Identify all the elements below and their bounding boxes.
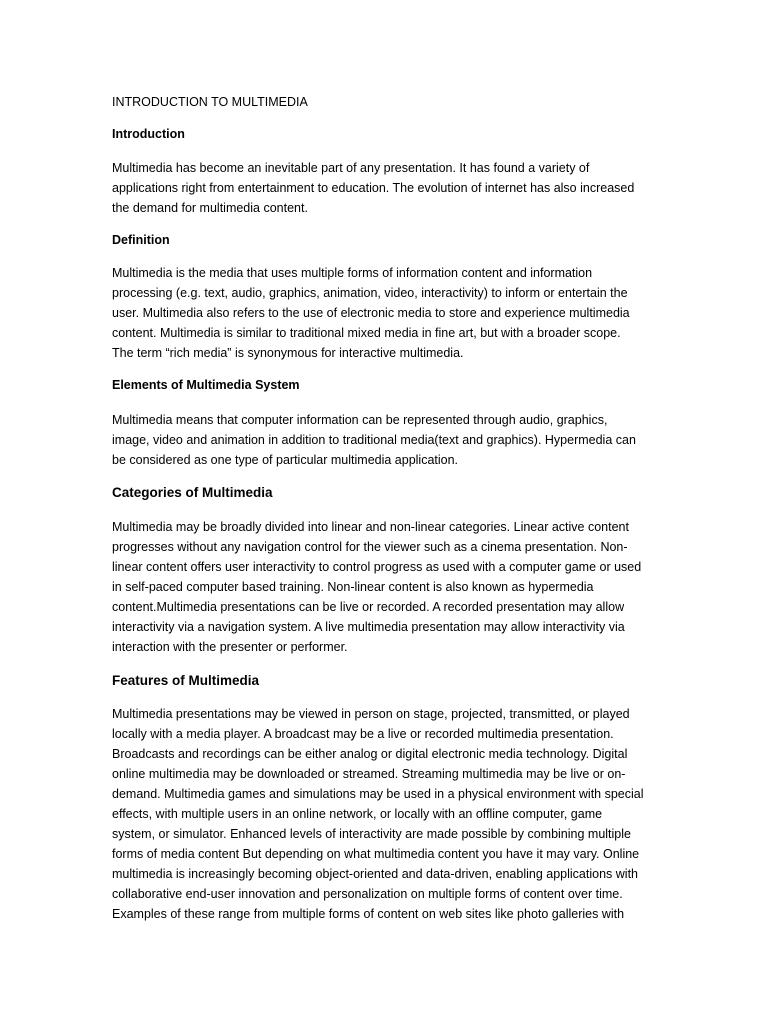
paragraph-introduction — [112, 158, 657, 218]
text-line: Multimedia means that computer information can be represented through audio, graphics, — [112, 413, 608, 427]
text-line: locally with a media player. A broadcast may be a live or recorded multimedia presentation. — [112, 727, 614, 741]
text-line: multimedia is increasingly becoming object-oriented and data-driven, enabling applications with — [112, 867, 638, 881]
text-line: effects, with multiple users in an online network, or locally with an offline computer, game — [112, 807, 603, 821]
text-line: applications right from entertainment to education. The evolution of internet has also increased — [112, 181, 635, 195]
section-heading-elements: Elements of Multimedia System — [112, 378, 300, 392]
section-heading-introduction: Introduction — [112, 127, 185, 141]
document-title: INTRODUCTION TO MULTIMEDIA — [112, 95, 308, 109]
text-line: Multimedia is the media that uses multiple forms of information content and information — [112, 266, 593, 280]
text-line: Examples of these range from multiple forms of content on web sites like photo galleries with — [112, 907, 625, 921]
text-line: content. Multimedia is similar to traditional mixed media in fine art, but with a broader scope. — [112, 326, 621, 340]
paragraph-elements — [112, 410, 657, 470]
text-line: Multimedia may be broadly divided into linear and non-linear categories. Linear active content — [112, 520, 629, 534]
text-line: demand. Multimedia games and simulations may be used in a physical environment with special — [112, 787, 644, 801]
text-line: user. Multimedia also refers to the use of electronic media to store and experience multimedia — [112, 306, 630, 320]
paragraph-features — [112, 704, 657, 924]
text-line: online multimedia may be downloaded or streamed. Streaming multimedia may be live or on- — [112, 767, 626, 781]
text-line: Broadcasts and recordings can be either analog or digital electronic media technology. Digital — [112, 747, 628, 761]
section-heading-features: Features of Multimedia — [112, 673, 260, 688]
section-heading-definition: Definition — [112, 233, 170, 247]
text-line: the demand for multimedia content. — [112, 201, 308, 215]
text-line: image, video and animation in addition to traditional media(text and graphics). Hypermedia can — [112, 433, 636, 447]
text-line: interactivity via a navigation system. A live multimedia presentation may allow interactivity via — [112, 620, 625, 634]
text-line: forms of media content But depending on what multimedia content you have it may vary. Online — [112, 847, 640, 861]
text-line: processing (e.g. text, audio, graphics, animation, video, interactivity) to inform or entertain the — [112, 286, 628, 300]
section-heading-categories: Categories of Multimedia — [112, 485, 273, 500]
text-line: collaborative end-user innovation and personalization on multiple forms of content over time. — [112, 887, 623, 901]
paragraph-definition — [112, 263, 657, 363]
text-line: be considered as one type of particular multimedia application. — [112, 453, 459, 467]
text-line: linear content offers user interactivity to control progress as used with a computer game or used — [112, 560, 642, 574]
text-line: in self-paced computer based training. Non-linear content is also known as hypermedia — [112, 580, 594, 594]
text-line: Multimedia presentations may be viewed in person on stage, projected, transmitted, or played — [112, 707, 630, 721]
paragraph-categories — [112, 517, 657, 657]
text-line: The term “rich media” is synonymous for interactive multimedia. — [112, 346, 464, 360]
text-line: progresses without any navigation control for the viewer such as a cinema presentation. Non- — [112, 540, 628, 554]
text-line: content.Multimedia presentations can be live or recorded. A recorded presentation may allow — [112, 600, 625, 614]
text-line: Multimedia has become an inevitable part of any presentation. It has found a variety of — [112, 161, 590, 175]
text-line: interaction with the presenter or performer. — [112, 640, 348, 654]
text-line: system, or simulator. Enhanced levels of interactivity are made possible by combining multiple — [112, 827, 631, 841]
